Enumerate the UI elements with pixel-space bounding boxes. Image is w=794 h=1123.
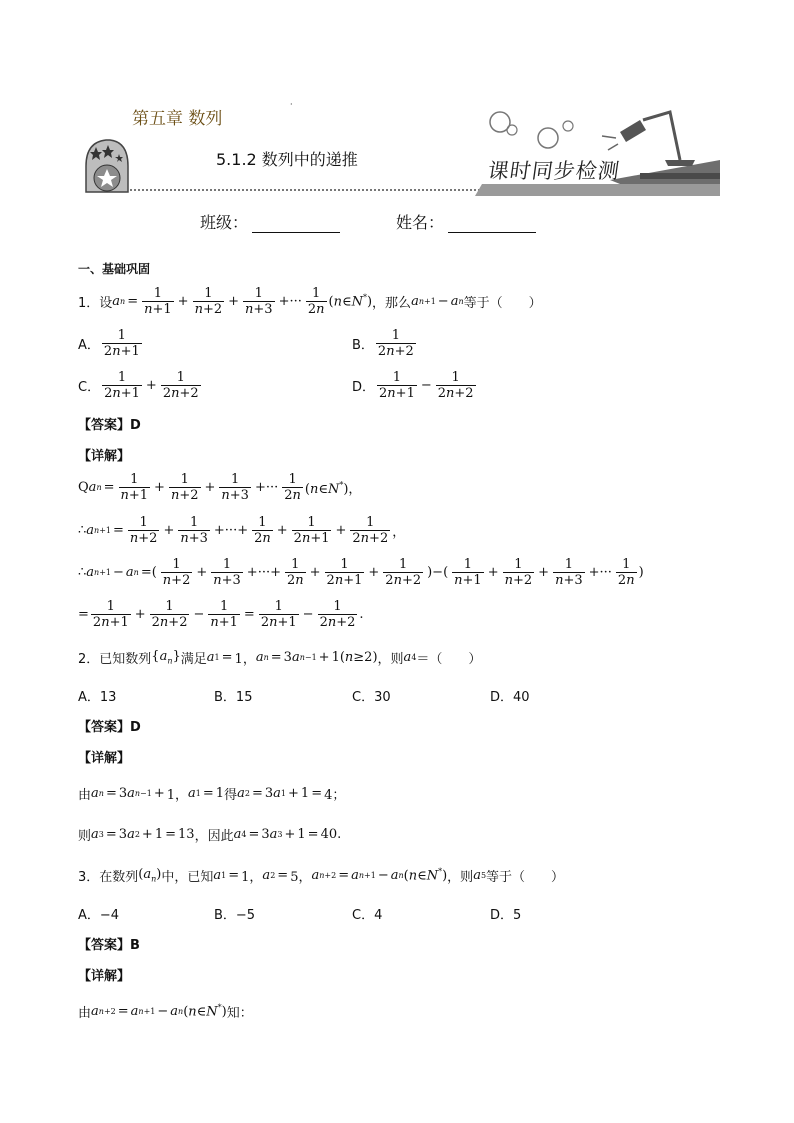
name-field: 姓名： <box>396 210 536 233</box>
q3-answer: 【答案】B <box>78 938 140 953</box>
q2-option-d[interactable]: D．40 <box>490 690 530 705</box>
class-blank[interactable] <box>252 216 340 233</box>
q3-option-b[interactable]: B．−5 <box>214 908 256 923</box>
q3-stem: 3．在数列 $(a_n)$ 中，已知 a 1 = 1， a 2 = 5， a n+2 = a n+1 − a n (n∈N*) ，则 a 5 等于（ ） <box>78 867 565 885</box>
q1-option-d[interactable]: D． $\frac{1}{2n+1}$ − $\frac{1}{2n+2}$ <box>352 370 474 401</box>
q2-detail-heading: 【详解】 <box>78 751 131 766</box>
q2-answer: 【答案】D <box>78 720 141 735</box>
q1-option-b[interactable]: B． $\frac{1}{2n+2}$ <box>352 328 414 359</box>
q3-detail-heading: 【详解】 <box>78 969 131 984</box>
q3-option-a[interactable]: A．−4 <box>78 908 120 923</box>
q3-solution-line-1: 由 a n+2 = a n+1 − a n (n∈N*) 知： <box>78 1003 253 1021</box>
q2-option-c[interactable]: C．30 <box>352 690 391 705</box>
q1-solution-line-4: = $\frac{1}{2n+1}$ + $\frac{1}{2n+2}$ − $\frac{1}{n+1}$ = $\frac{1}{2n+1}$ − $\frac{1}{2n+2}$ . <box>78 599 364 630</box>
q3-option-d[interactable]: D．5 <box>490 908 522 923</box>
q1-solution-line-1: Q a n = $\frac{1}{n+1}$ + $\frac{1}{n+2}$ + $\frac{1}{n+3}$ +··· $\frac{1}{2n}$ (n∈N*)， <box>78 472 362 503</box>
q3-option-c[interactable]: C．4 <box>352 908 383 923</box>
q1-solution-line-2: ∴ a n+1 = $\frac{1}{n+2}$ + $\frac{1}{n+3}$ +···+ $\frac{1}{2n}$ + $\frac{1}{2n+1}$ + $\frac{1}{2n+2}$ ， <box>78 515 406 546</box>
q1-detail-heading: 【详解】 <box>78 449 131 464</box>
q2-option-b[interactable]: B．15 <box>214 690 253 705</box>
name-blank[interactable] <box>448 216 536 233</box>
q1-solution-line-3: ∴ a n+1 − a n =( $\frac{1}{n+2}$ + $\frac{1}{n+3}$ +···+ $\frac{1}{2n}$ + $\frac{1}{2n+1}$ + $\frac{1}{2n+2}$ )−( $\frac{1}{n+1}$ + $\frac{1}{n+2}$ + $\frac{1}{n+3}$ +··· $\frac{1}{2n}$ ) <box>78 557 644 588</box>
q2-stem: 2．已知数列 $\{a_n\}$ 满足 a 1 = 1， a n = 3 a n−1 + 1(n≥2) ，则 a 4 ＝（ ） <box>78 649 482 667</box>
q2-solution-line-1: 由 a n = 3 a n−1 + 1， a 1 = 1 得 a 2 = 3 a 1 + 1 = 4； <box>78 786 346 803</box>
lesson-title: 5.1.2 数列中的递推 <box>216 150 358 169</box>
chapter-title: 第五章 数列 <box>132 109 223 129</box>
medal-icon <box>86 140 128 192</box>
section-heading: 一、基础巩固 <box>78 262 151 276</box>
q2-solution-line-2: 则 a 3 = 3 a 2 + 1 = 13 ，因此 a 4 = 3 a 3 + 1 = 40. <box>78 827 342 844</box>
q1-stem: 1．设 a n = $\frac{1}{n+1}$ + $\frac{1}{n+2}$ + $\frac{1}{n+3}$ +··· $\frac{1}{2n}$ (n∈N*) ，那么 a n+1 − a n 等于（ ） <box>78 286 542 317</box>
q2-option-a[interactable]: A．13 <box>78 690 117 705</box>
q1-option-c[interactable]: C． $\frac{1}{2n+1}$ + $\frac{1}{2n+2}$ <box>78 370 199 401</box>
class-field: 班级： <box>200 210 340 233</box>
q1-option-a[interactable]: A． $\frac{1}{2n+1}$ <box>78 328 140 359</box>
banner-title: 课时同步检测 <box>486 159 622 183</box>
q1-answer: 【答案】D <box>78 418 141 433</box>
